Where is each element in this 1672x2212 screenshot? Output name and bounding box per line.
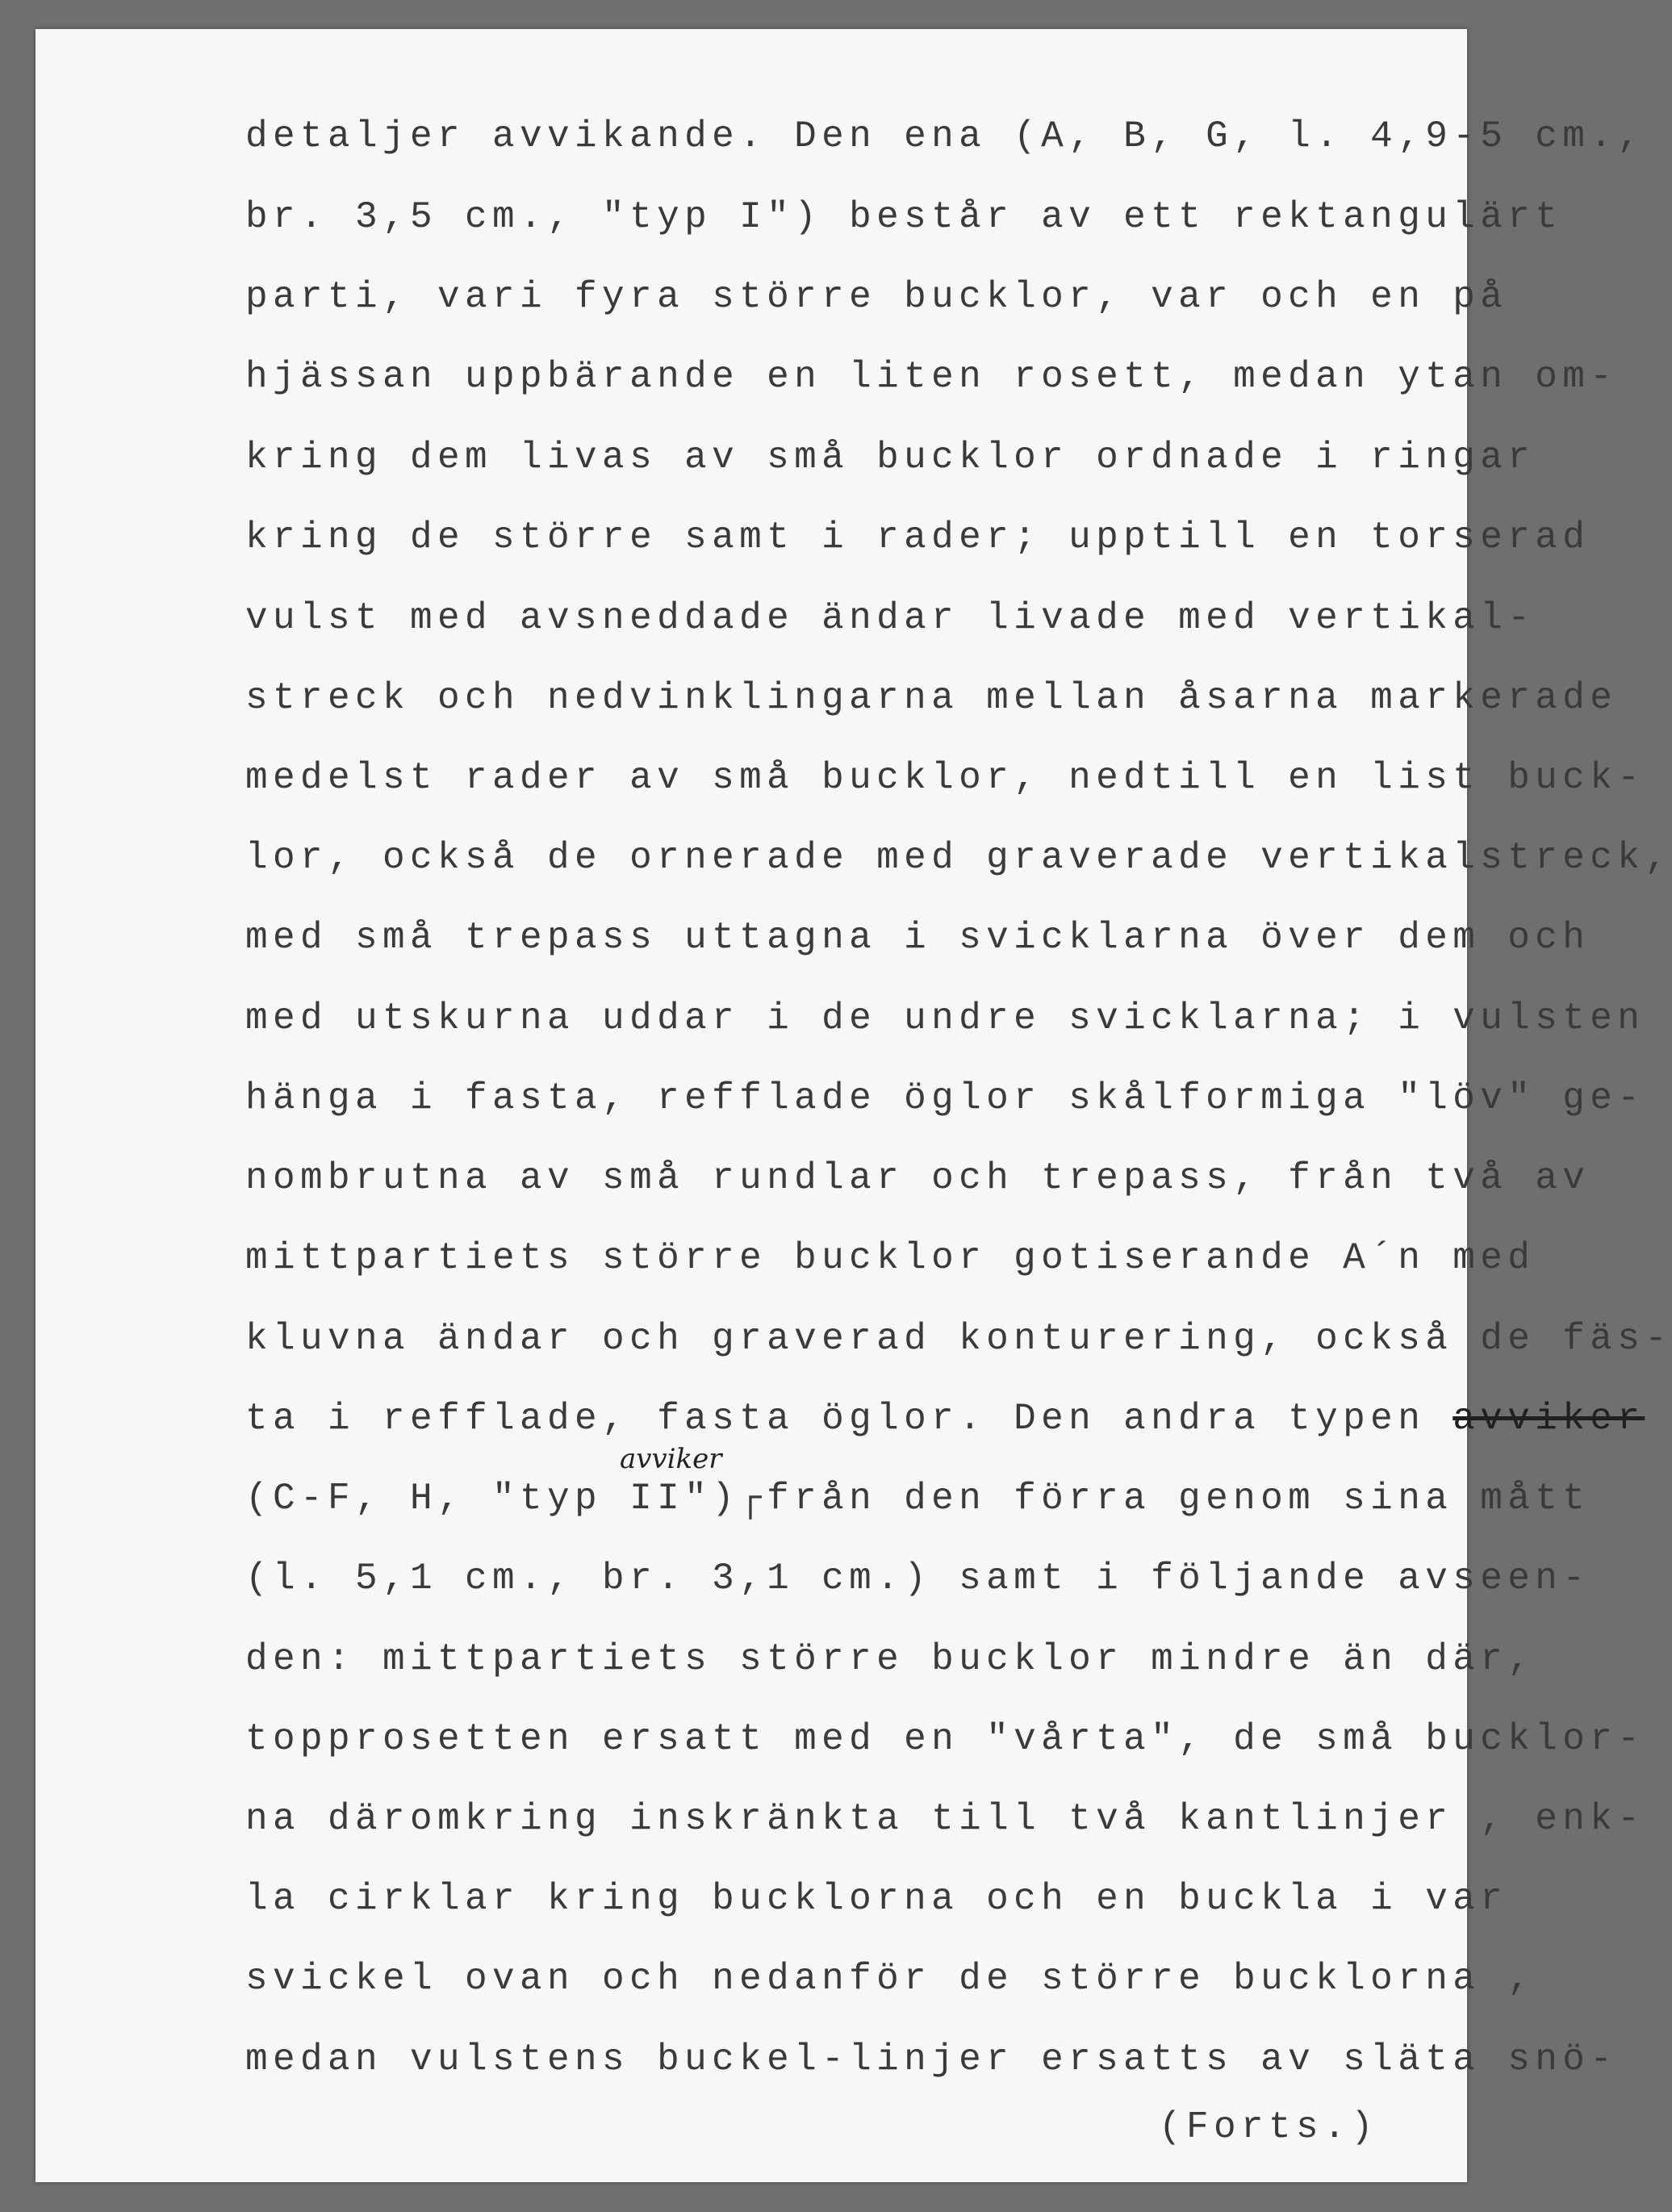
- document-page: [36, 29, 1672, 2182]
- text-line-4: hjässan uppbärande en liten rosett, medan ytan om-: [245, 356, 1618, 398]
- text-line-16: kluvna ändar och graverad konturering, också de fäs-: [245, 1318, 1672, 1360]
- text-line-3: parti, vari fyra större bucklor, var och en på: [245, 276, 1508, 318]
- text-line-14: nombrutna av små rundlar och trepass, från två av: [245, 1157, 1590, 1199]
- text-line-17: [245, 1398, 1645, 1440]
- text-line-20: den: mittpartiets större bucklor mindre än där,: [245, 1638, 1536, 1680]
- text-line-23: la cirklar kring bucklorna och en buckla i var: [245, 1878, 1508, 1920]
- continuation-note: (Forts.): [1159, 2106, 1379, 2148]
- text-line-15: mittpartiets större bucklor gotiserande A´n med: [245, 1237, 1536, 1279]
- text-line-13: hänga i fasta, refflade öglor skålformiga "löv" ge-: [245, 1077, 1645, 1119]
- text-line-10: lor, också de ornerade med graverade vertikalstreck,: [245, 837, 1672, 879]
- text-line-1: detaljer avvikande. Den ena (A, B, G, l. 4,9-5 cm.,: [245, 115, 1645, 157]
- text-line-11: med små trepass uttagna i svicklarna över dem och: [245, 917, 1590, 959]
- text-line-7: vulst med avsneddade ändar livade med vertikal-: [245, 597, 1536, 639]
- text-line-21: topprosetten ersatt med en "vårta", de små bucklor-: [245, 1718, 1645, 1760]
- text-line-18: (C-F, H, "typ II")┌från den förra genom sina mått: [245, 1478, 1590, 1520]
- text-line-24: svickel ovan och nedanför de större bucklorna ,: [245, 1958, 1536, 2000]
- struck-word: avviker: [1453, 1398, 1645, 1440]
- text-line-9: medelst rader av små bucklor, nedtill en list buck-: [245, 757, 1645, 799]
- text-line-5: kring dem livas av små bucklor ordnade i ringar: [245, 437, 1536, 479]
- handwritten-insert: avviker: [620, 1443, 722, 1475]
- text-line-19: (l. 5,1 cm., br. 3,1 cm.) samt i följande avseen-: [245, 1558, 1590, 1599]
- text-line-17-main: ta i refflade, fasta öglor. Den andra typen: [245, 1398, 1453, 1440]
- text-line-8: streck och nedvinklingarna mellan åsarna markerade: [245, 677, 1618, 719]
- text-line-12: med utskurna uddar i de undre svicklarna; i vulsten: [245, 997, 1645, 1039]
- text-line-2: br. 3,5 cm., "typ I") består av ett rektangulärt: [245, 196, 1563, 238]
- text-line-25: medan vulstens buckel-linjer ersatts av släta snö-: [245, 2038, 1618, 2080]
- text-line-6: kring de större samt i rader; upptill en torserad: [245, 516, 1590, 558]
- text-line-22: na däromkring inskränkta till två kantlinjer , enk-: [245, 1798, 1645, 1840]
